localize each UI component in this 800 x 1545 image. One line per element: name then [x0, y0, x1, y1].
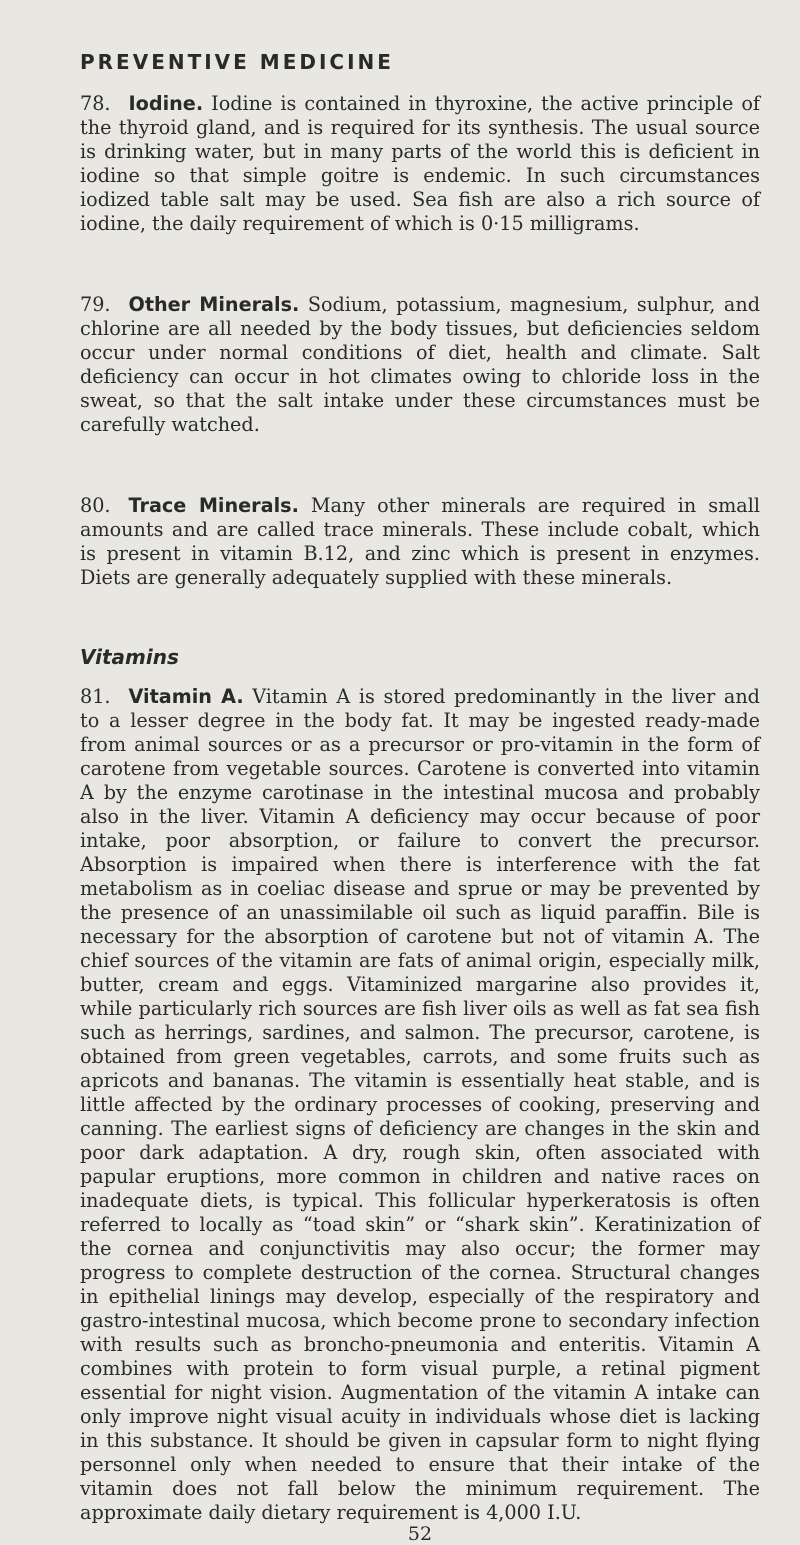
- section-number: 79.: [80, 293, 111, 316]
- section-title: Trace Minerals.: [128, 494, 299, 517]
- section-number: 80.: [80, 494, 111, 517]
- paragraph-trace-minerals: [80, 494, 760, 590]
- section-number: 81.: [80, 685, 111, 708]
- section-body: Many other minerals are required in small amounts and are called trace minerals. These include cobalt, which is present in vitamin B.12, and zinc which is present in enzymes. Diets are generally adequately supplied with these minerals.: [80, 494, 760, 589]
- paragraph-other-minerals: [80, 293, 760, 437]
- paragraph-vitamin-a: [80, 685, 760, 1525]
- section-body: Sodium, potassium, magnesium, sulphur, and chlorine are all needed by the body tissues, but deficiencies seldom occur under normal conditions of diet, health and climate. Salt deficiency can occur in hot climates owing to chloride loss in the sweat, so that the salt intake under these circumstances must be carefully watched.: [80, 293, 760, 436]
- section-body: Vitamin A is stored predominantly in the liver and to a lesser degree in the body fat. It may be ingested ready-made from animal sources or as a precursor or pro-vitamin in the form of carotene from vegetable sources. Carotene is converted into vitamin A by the enzyme carotinase in the intestinal mucosa and probably also in the liver. Vitamin A deficiency may occur because of poor intake, poor absorption, or failure to convert the precursor. Absorption is impaired when there is interference with the fat metabolism as in coeliac disease and sprue or may be prevented by the presence of an unassimilable oil such as liquid paraffin. Bile is necessary for the absorption of carotene but not of vitamin A. The chief sources of the vitamin are fats of animal origin, especially milk, butter, cream and eggs. Vitaminized margarine also provides it, while particularly rich sources are fish liver oils as well as fat sea fish such as herrings, sardines, and salmon. The precursor, carotene, is obtained from green vegetables, carrots, and some fruits such as apricots and bananas. The vitamin is essentially heat stable, and is little affected by the ordinary processes of cooking, preserving and canning. The earliest signs of deficiency are changes in the skin and poor dark adaptation. A dry, rough skin, often associated with papular eruptions, more common in children and native races on inadequate diets, is typical. This follicular hyperkeratosis is often referred to locally as “toad skin” or “shark skin”. Keratinization of the cornea and conjunctivitis may also occur; the former may progress to complete destruction of the cornea. Structural changes in epithelial linings may develop, especially of the respiratory and gastro-intestinal mucosa, which become prone to secondary infection with results such as broncho-pneumonia and enteritis. Vitamin A combines with protein to form visual purple, a retinal pigment essential for night vision. Augmentation of the vitamin A intake can only improve night visual acuity in individuals whose diet is lacking in this substance. It should be given in capsular form to night flying personnel only when needed to ensure that their intake of the vitamin does not fall below the minimum requirement. The approximate daily dietary requirement is 4,000 I.U.: [80, 685, 760, 1524]
- section-number: 78.: [80, 92, 111, 115]
- section-title: Iodine.: [128, 92, 204, 115]
- vitamins-heading: Vitamins: [80, 645, 179, 669]
- section-title: Other Minerals.: [128, 293, 300, 316]
- paragraph-iodine: [80, 92, 760, 236]
- page-number: 52: [407, 1523, 433, 1545]
- section-title: Vitamin A.: [128, 685, 244, 708]
- running-head: PREVENTIVE MEDICINE: [80, 50, 394, 74]
- section-body: Iodine is contained in thyroxine, the active principle of the thyroid gland, and is required for its synthesis. The usual source is drinking water, but in many parts of the world this is deficient in iodine so that simple goitre is endemic. In such circumstances iodized table salt may be used. Sea fish are also a rich source of iodine, the daily requirement of which is 0·15 milligrams.: [80, 92, 760, 235]
